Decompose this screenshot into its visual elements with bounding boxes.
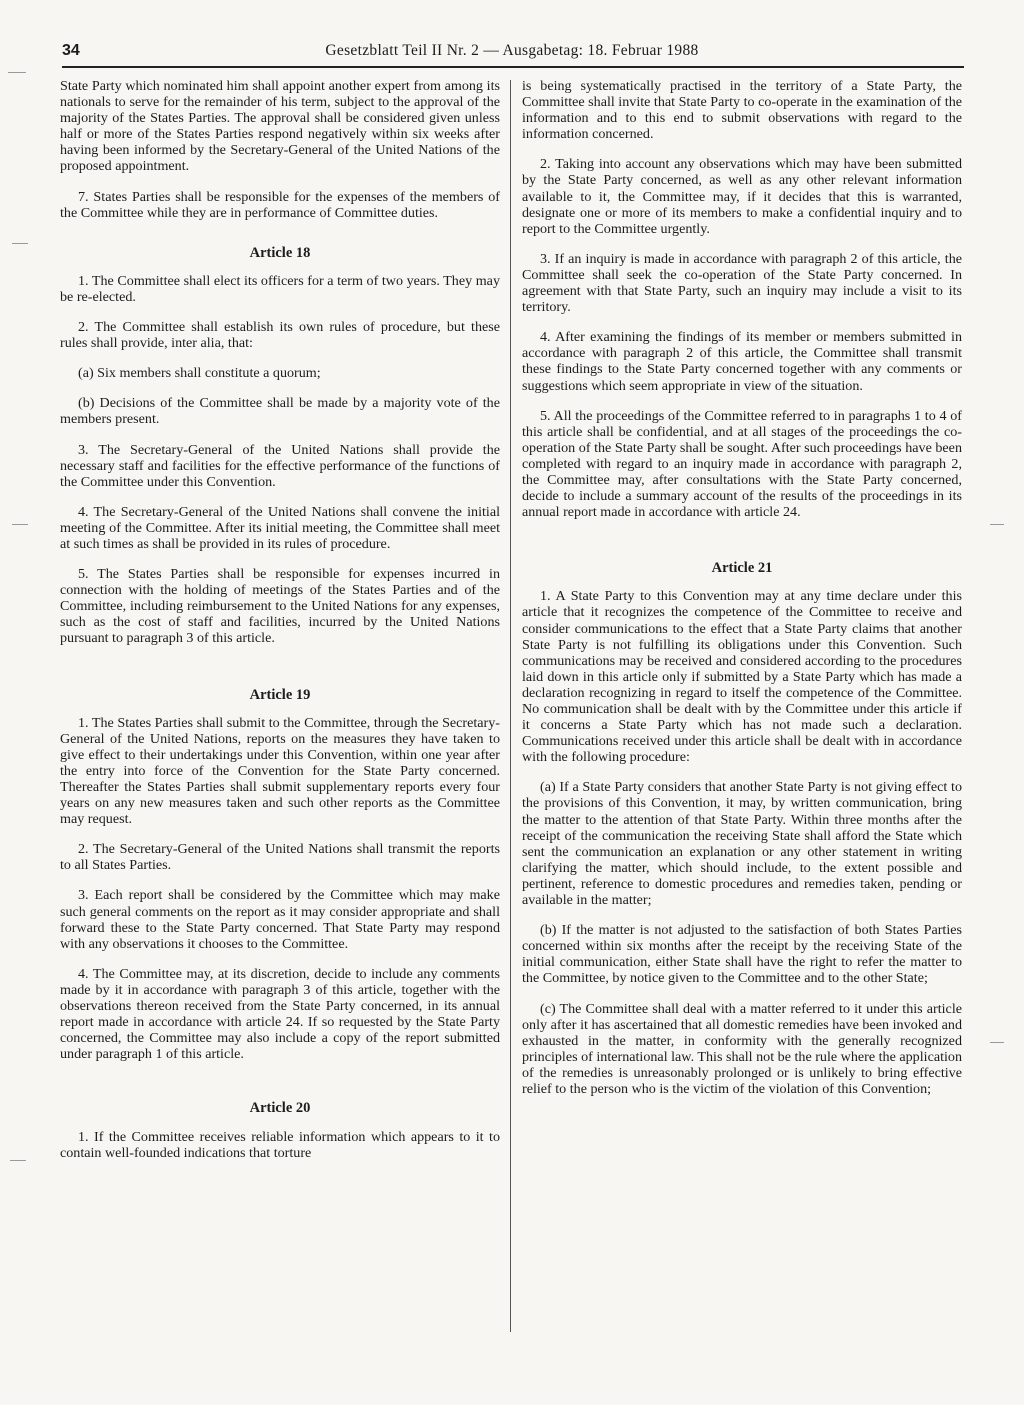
paragraph: 1. A State Party to this Convention may at any time declare under this article that it recognizes the competence of the Committee to receive and consider communications to the effect that a State Party claims that another State Party is not fulfilling its obligations under this Convention. Such communications may be received and considered according to the procedures laid down in this article only if submitted by a State Party which has made a declaration recognizing in regard to itself the competence of the Committee. No communication shall be dealt with by the Committee under this article if it concerns a State Party which has not made such a declaration. Communications received under this article shall be dealt with in accordance with the following procedure: xyxy=(522,588,962,766)
paragraph: (a) If a State Party considers that another State Party is not giving effect to the provisions of this Convention, it may, by written communication, bring the matter to the attention of that State Party. Within three months after the receipt of the communication the receiving State shall afford the State which sent the communication an explanation or any other statement in writing clarifying the matter, which should include, to the extent possible and pertinent, reference to domestic procedures and remedies taken, pending or available in the matter; xyxy=(522,779,962,909)
scan-mark xyxy=(8,72,26,73)
paragraph: 2. The Secretary-General of the United Nations shall transmit the reports to all States Parties. xyxy=(60,841,500,874)
paragraph: 5. The States Parties shall be responsible for expenses incurred in connection with the holding of meetings of the States Parties and of the Committee, including reimbursement to the United Nations for any expenses, such as the cost of staff and facilities, incurred by the United Nations pursuant to paragraph 3 of this article. xyxy=(60,566,500,647)
left-column xyxy=(60,78,500,1175)
scan-mark xyxy=(10,1160,26,1161)
article-heading: Article 18 xyxy=(249,244,311,261)
column-divider xyxy=(510,80,511,1332)
scan-mark xyxy=(12,524,28,525)
paragraph: 7. States Parties shall be responsible for the expenses of the members of the Committee while they are in performance of Committee duties. xyxy=(60,188,500,221)
page-header xyxy=(62,42,962,68)
paragraph: 4. After examining the findings of its member or members submitted in accordance with paragraph 2 of this article, the Committee shall transmit these findings to the State Party concerned together with any comments or suggestions which seem appropriate in view of the situation. xyxy=(522,329,962,394)
article-heading: Article 20 xyxy=(249,1100,311,1117)
paragraph: 1. If the Committee receives reliable information which appears to it to contain well-founded indications that torture xyxy=(60,1128,500,1161)
running-head: Gesetzblatt Teil II Nr. 2 — Ausgabetag: 18. Februar 1988 xyxy=(325,42,699,59)
paragraph: 1. The Committee shall elect its officers for a term of two years. They may be re-elected. xyxy=(60,272,500,305)
paragraph: is being systematically practised in the territory of a State Party, the Committee shall invite that State Party to co-operate in the examination of the information and to this end to submit observations with regard to the information concerned. xyxy=(522,78,962,143)
paragraph: (a) Six members shall constitute a quorum; xyxy=(78,365,321,382)
paragraph: State Party which nominated him shall appoint another expert from among its nationals to serve for the remainder of his term, subject to the approval of the majority of the States Parties. The approval shall be considered given unless half or more of the States Parties respond negatively within six weeks after having been informed by the Secretary-General of the United Nations of the proposed appointment. xyxy=(60,78,500,175)
article-heading: Article 19 xyxy=(249,686,311,703)
paragraph: 2. The Committee shall establish its own rules of procedure, but these rules shall provide, inter alia, that: xyxy=(60,319,500,352)
paragraph: 4. The Committee may, at its discretion, decide to include any comments made by it in accordance with paragraph 3 of this article, together with the observations thereon received from the State Party concerned, in its annual report made in accordance with article 24. If so requested by the State Party concerned, the Committee may also include a copy of the report submitted under paragraph 1 of this article. xyxy=(60,965,500,1063)
paragraph: 1. The States Parties shall submit to the Committee, through the Secretary-General of the United Nations, reports on the measures they have taken to give effect to their undertakings under this Convention, within one year after the entry into force of the Convention for the State Party concerned. Thereafter the States Parties shall submit supplementary reports every four years on any new measures taken and such other reports as the Committee may request. xyxy=(60,714,500,828)
article-heading: Article 21 xyxy=(711,560,773,577)
paragraph: 4. The Secretary-General of the United Nations shall convene the initial meeting of the Committee. After its initial meeting, the Committee shall meet at such times as shall be provided in its rules of procedure. xyxy=(60,503,500,552)
page-number: 34 xyxy=(62,42,80,59)
paragraph: (b) Decisions of the Committee shall be made by a majority vote of the members present. xyxy=(60,395,500,428)
paragraph: 3. The Secretary-General of the United Nations shall provide the necessary staff and facilities for the effective performance of the functions of the Committee under this Convention. xyxy=(60,441,500,490)
paragraph: 3. Each report shall be considered by the Committee which may make such general comments on the report as it may consider appropriate and shall forward these to the State Party concerned. That State Party may respond with any observations it chooses to the Committee. xyxy=(60,887,500,952)
scan-mark xyxy=(12,243,28,244)
paragraph: 5. All the proceedings of the Committee referred to in paragraphs 1 to 4 of this article shall be confidential, and at all stages of the proceedings the co-operation of the State Party shall be sought. After such proceedings have been completed with regard to an inquiry made in accordance with paragraph 2, the Committee may, after consultations with the State Party concerned, decide to include a summary account of the results of the proceedings in its annual report made in accordance with article 24. xyxy=(522,407,962,521)
paragraph: (c) The Committee shall deal with a matter referred to it under this article only after it has ascertained that all domestic remedies have been invoked and exhausted in the matter, in conformity with the generally recognized principles of international law. This shall not be the rule where the application of the remedies is unreasonably prolonged or is unlikely to bring effective relief to the person who is the victim of the violation of this Convention; xyxy=(522,1000,962,1097)
scan-mark xyxy=(990,524,1004,525)
right-column xyxy=(522,78,962,1111)
header-rule xyxy=(62,66,964,68)
paragraph: (b) If the matter is not adjusted to the satisfaction of both States Parties concerned within six months after the receipt by the receiving State of the initial communication, either State shall have the right to refer the matter to the Committee, by notice given to the Committee and to the other State; xyxy=(522,922,962,987)
paragraph: 3. If an inquiry is made in accordance with paragraph 2 of this article, the Committee shall seek the co-operation of the State Party concerned. In agreement with that State Party, such an inquiry may include a visit to its territory. xyxy=(522,250,962,316)
scan-mark xyxy=(990,1042,1004,1043)
paragraph: 2. Taking into account any observations which may have been submitted by the State Party concerned, as well as any other relevant information available to it, the Committee may, if it decides that this is warranted, designate one or more of its members to make a confidential inquiry and to report to the Committee urgently. xyxy=(522,156,962,237)
